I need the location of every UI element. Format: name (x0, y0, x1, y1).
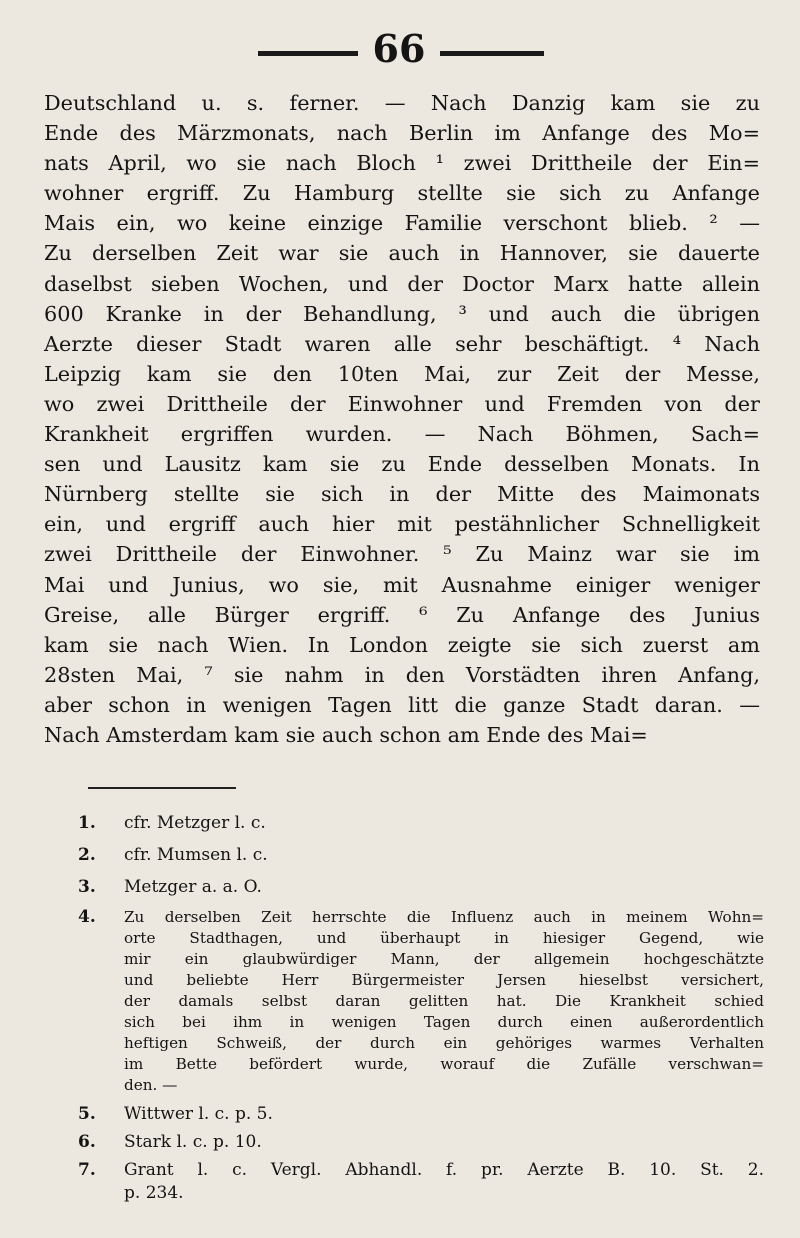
footnote-line: heftigen Schweiß, der durch ein gehöriges warmes Verhalten (124, 1034, 764, 1052)
body-line: zwei Drittheile der Einwohner. ⁵ Zu Mainz war sie im (44, 542, 760, 567)
header-rule-left (258, 51, 358, 56)
footnote-5 (78, 1103, 764, 1126)
footnote-number: 2. (78, 845, 96, 865)
body-line: kam sie nach Wien. In London zeigte sie sich zuerst am (44, 632, 760, 657)
footnote-number: 4. (78, 907, 96, 927)
body-line: daselbst sieben Wochen, und der Doctor Marx hatte allein (44, 271, 760, 296)
body-line: 600 Kranke in der Behandlung, ³ und auch die übrigen (44, 301, 760, 326)
page-header (0, 26, 800, 76)
body-line: Ende des Märzmonats, nach Berlin im Anfange des Mo= (44, 121, 760, 146)
body-line: Mais ein, wo keine einzige Familie verschont blieb. ² — (44, 211, 760, 236)
footnote-line: Grant l. c. Vergl. Abhandl. f. pr. Aerzte B. 10. St. 2. (124, 1160, 764, 1180)
footnote-line: p. 234. (124, 1183, 184, 1203)
body-line: wohner ergriff. Zu Hamburg stellte sie sich zu Anfange (44, 181, 760, 206)
footnote-number: 7. (78, 1160, 96, 1180)
footnote-separator (88, 787, 236, 789)
body-line: Nürnberg stellte sie sich in der Mitte des Maimonats (44, 482, 760, 507)
footnote-6 (78, 1131, 764, 1154)
body-line: Zu derselben Zeit war sie auch in Hannover, sie dauerte (44, 241, 760, 266)
body-line: 28sten Mai, ⁷ sie nahm in den Vorstädten ihren Anfang, (44, 662, 760, 687)
footnote-line: im Bette befördert wurde, worauf die Zufälle verschwan= (124, 1055, 764, 1073)
body-line: sen und Lausitz kam sie zu Ende desselben Monats. In (44, 452, 760, 477)
footnote-number: 5. (78, 1104, 96, 1124)
body-line: Deutschland u. s. ferner. — Nach Danzig kam sie zu (44, 91, 760, 115)
body-line: aber schon in wenigen Tagen litt die ganze Stadt daran. — (44, 692, 760, 717)
footnote-3 (78, 876, 764, 899)
body-line: Greise, alle Bürger ergriff. ⁶ Zu Anfange des Junius (44, 602, 760, 627)
body-line: Krankheit ergriffen wurden. — Nach Böhmen, Sach= (44, 422, 760, 447)
header-rule-right (440, 51, 544, 56)
footnote-7 (78, 1159, 764, 1205)
footnote-2 (78, 844, 764, 867)
footnote-line: mir ein glaubwürdiger Mann, der allgemein hochgeschätzte (124, 950, 764, 968)
footnote-line: Wittwer l. c. p. 5. (124, 1104, 273, 1124)
footnote-line: den. — (124, 1076, 178, 1094)
footnote-line: sich bei ihm in wenigen Tagen durch einen außerordentlich (124, 1013, 764, 1031)
footnote-line: orte Stadthagen, und überhaupt in hiesiger Gegend, wie (124, 929, 764, 947)
footnote-4 (78, 907, 764, 1096)
body-line: Mai und Junius, wo sie, mit Ausnahme einiger weniger (44, 572, 760, 597)
body-text (44, 88, 760, 750)
body-line: nats April, wo sie nach Bloch ¹ zwei Drittheile der Ein= (44, 151, 760, 176)
body-line: Aerzte dieser Stadt waren alle sehr beschäftigt. ⁴ Nach (44, 331, 760, 356)
footnote-number: 6. (78, 1132, 96, 1152)
footnote-line: und beliebte Herr Bürgermeister Jersen hieselbst versichert, (124, 971, 764, 989)
footnote-line: Stark l. c. p. 10. (124, 1132, 262, 1152)
body-line: Leipzig kam sie den 10ten Mai, zur Zeit der Messe, (44, 361, 760, 386)
footnote-line: cfr. Metzger l. c. (124, 813, 266, 833)
footnote-number: 1. (78, 813, 96, 833)
footnote-line: Zu derselben Zeit herrschte die Influenz auch in meinem Wohn= (124, 908, 764, 926)
footnote-1 (78, 812, 764, 835)
body-line: wo zwei Drittheile der Einwohner und Fremden von der (44, 391, 760, 416)
footnotes (78, 812, 764, 1205)
footnote-line: der damals selbst daran gelitten hat. Die Krankheit schied (124, 992, 764, 1010)
page-number: 66 (372, 26, 426, 71)
footnote-line: cfr. Mumsen l. c. (124, 845, 268, 865)
footnote-line: Metzger a. a. O. (124, 877, 262, 897)
body-line: Nach Amsterdam kam sie auch schon am Ende des Mai= (44, 722, 648, 747)
body-line: ein, und ergriff auch hier mit pestähnlicher Schnelligkeit (44, 512, 760, 537)
footnote-number: 3. (78, 877, 96, 897)
